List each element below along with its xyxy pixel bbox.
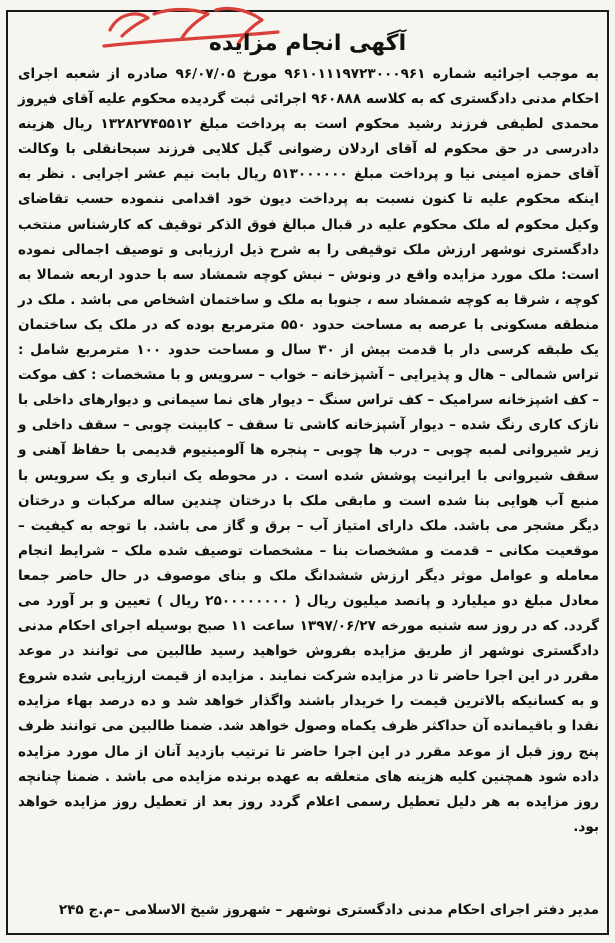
notice-body: به موجب اجرائیه شماره ۹۶۱۰۱۱۱۹۷۲۳۰۰۰۹۶۱ مورخ ۹۶/۰۷/۰۵ صادره از شعبه اجرای احکام مدنی دادگستری که به کلاسه ۹۶۰۸۸۸ اجرائی ثبت گردیده محکوم علیه آقای فیروز محمدی لطیفی فرزند رشید محکوم است به پرداخت مبلغ ۱۳۲۸۲۷۴۵۵۱۲ ریال هزینه دادرسی در حق محکوم له آقای اردلان رضوانی گیل کلایی فرزند سبحانقلی با وکالت آقای حمزه امینی نیا و پرداخت مبلغ ۵۱۳۰۰۰۰۰۰ ریال بابت نیم عشر اجرایی . نظر به اینکه محکوم علیه تا کنون نسبت به پرداخت دیون خود اقدامی ننموده حسب تقاضای وکیل محکوم له ملک محکوم علیه در قبال مبالغ فوق الذکر توقیف که کارشناس منتخب دادگستری نوشهر ارزش ملک توقیفی را به شرح ذیل ارزیابی و توصیف اجمالی نموده است: ملک مورد مزایده واقع در ونوش – نبش کوچه شمشاد سه با حدود اربعه شمالا به کوچه ، شرقا به کوچه شمشاد سه ، جنوبا به ملک و ساختمان اشخاص می باشد . ملک در منطقه مسکونی با عرصه به مساحت حدود ۵۵۰ مترمربع بوده که در ملک یک ساختمان یک طبقه کرسی دار با قدمت بیش از ۳۰ سال و مساحت حدود ۱۰۰ مترمربع شامل : تراس شمالی – هال و پذیرایی – آشپزخانه – خواب – سرویس و با مشخصات : کف موکت – کف اشپزخانه سرامیک – کف تراس سنگ – دیوار های نما سیمانی و دیوارهای داخلی با نازک کاری رنگ شده – دیوار آشپزخانه کاشی تا سقف – کابینت چوبی – سقف داخلی و زیر شیروانی لمبه چوبی – درب ها چوبی – پنجره ها آلومینیوم قدیمی با حفاظ آهنی و سقف شیروانی با ایرانیت پوشش شده است . در محوطه یک انباری و یک سرویس با منبع آب هوایی بنا شده است و مابقی ملک با درختان چندین ساله مرکبات و درختان دیگر مشجر می باشد. ملک دارای امتیاز آب – برق و گاز می باشد. با توجه به کیفیت – موقعیت مکانی – قدمت و مشخصات بنا – مشخصات توصیف شده ملک – شرایط انجام معامله و عوامل موثر دیگر ارزش ششدانگ ملک و بنای موصوف در حال حاضر جمعا معادل مبلغ دو میلیارد و پانصد میلیون ریال ( ۲۵۰۰۰۰۰۰۰۰ ریال ) تعیین و بر آورد می گردد. که در روز سه شنبه مورخه ۱۳۹۷/۰۶/۲۷ ساعت ۱۱ صبح بوسیله اجرای احکام مدنی دادگستری نوشهر از طریق مزایده بفروش خواهید رسید طالبین می توانند در موعد مقرر در این اجرا حاضر تا در مزایده شرکت نمایند . مزایده از قیمت ارزیابی شده شروع و به کسانیکه بالاترین قیمت را خریدار باشند واگذار خواهد شد و ده درصد بهاء مزایده نقدا و باقیمانده آن حداکثر ظرف یکماه وصول خواهد شد. ضمنا طالبین می توانند ظرف پنج روز قبل از موعد مقرر در این اجرا حاضر تا ترتیب بازدید آنان از مال مورد مزایده داده شود همچنین کلیه هزینه های متعلقه به عهده برنده مزایده می باشد . ضمنا چنانچه روز مزایده به هر دلیل تعطیل رسمی اعلام گردد روز بعد از تعطیل روز مزایده خواهد بود.	[18, 66, 600, 835]
notice-signature: مدیر دفتر اجرای احکام مدنی دادگستری نوشهر – شهروز شیخ الاسلامی –م.ج ۲۴۵	[58, 902, 599, 918]
notice-title: آگهی انجام مزایده	[208, 31, 407, 56]
